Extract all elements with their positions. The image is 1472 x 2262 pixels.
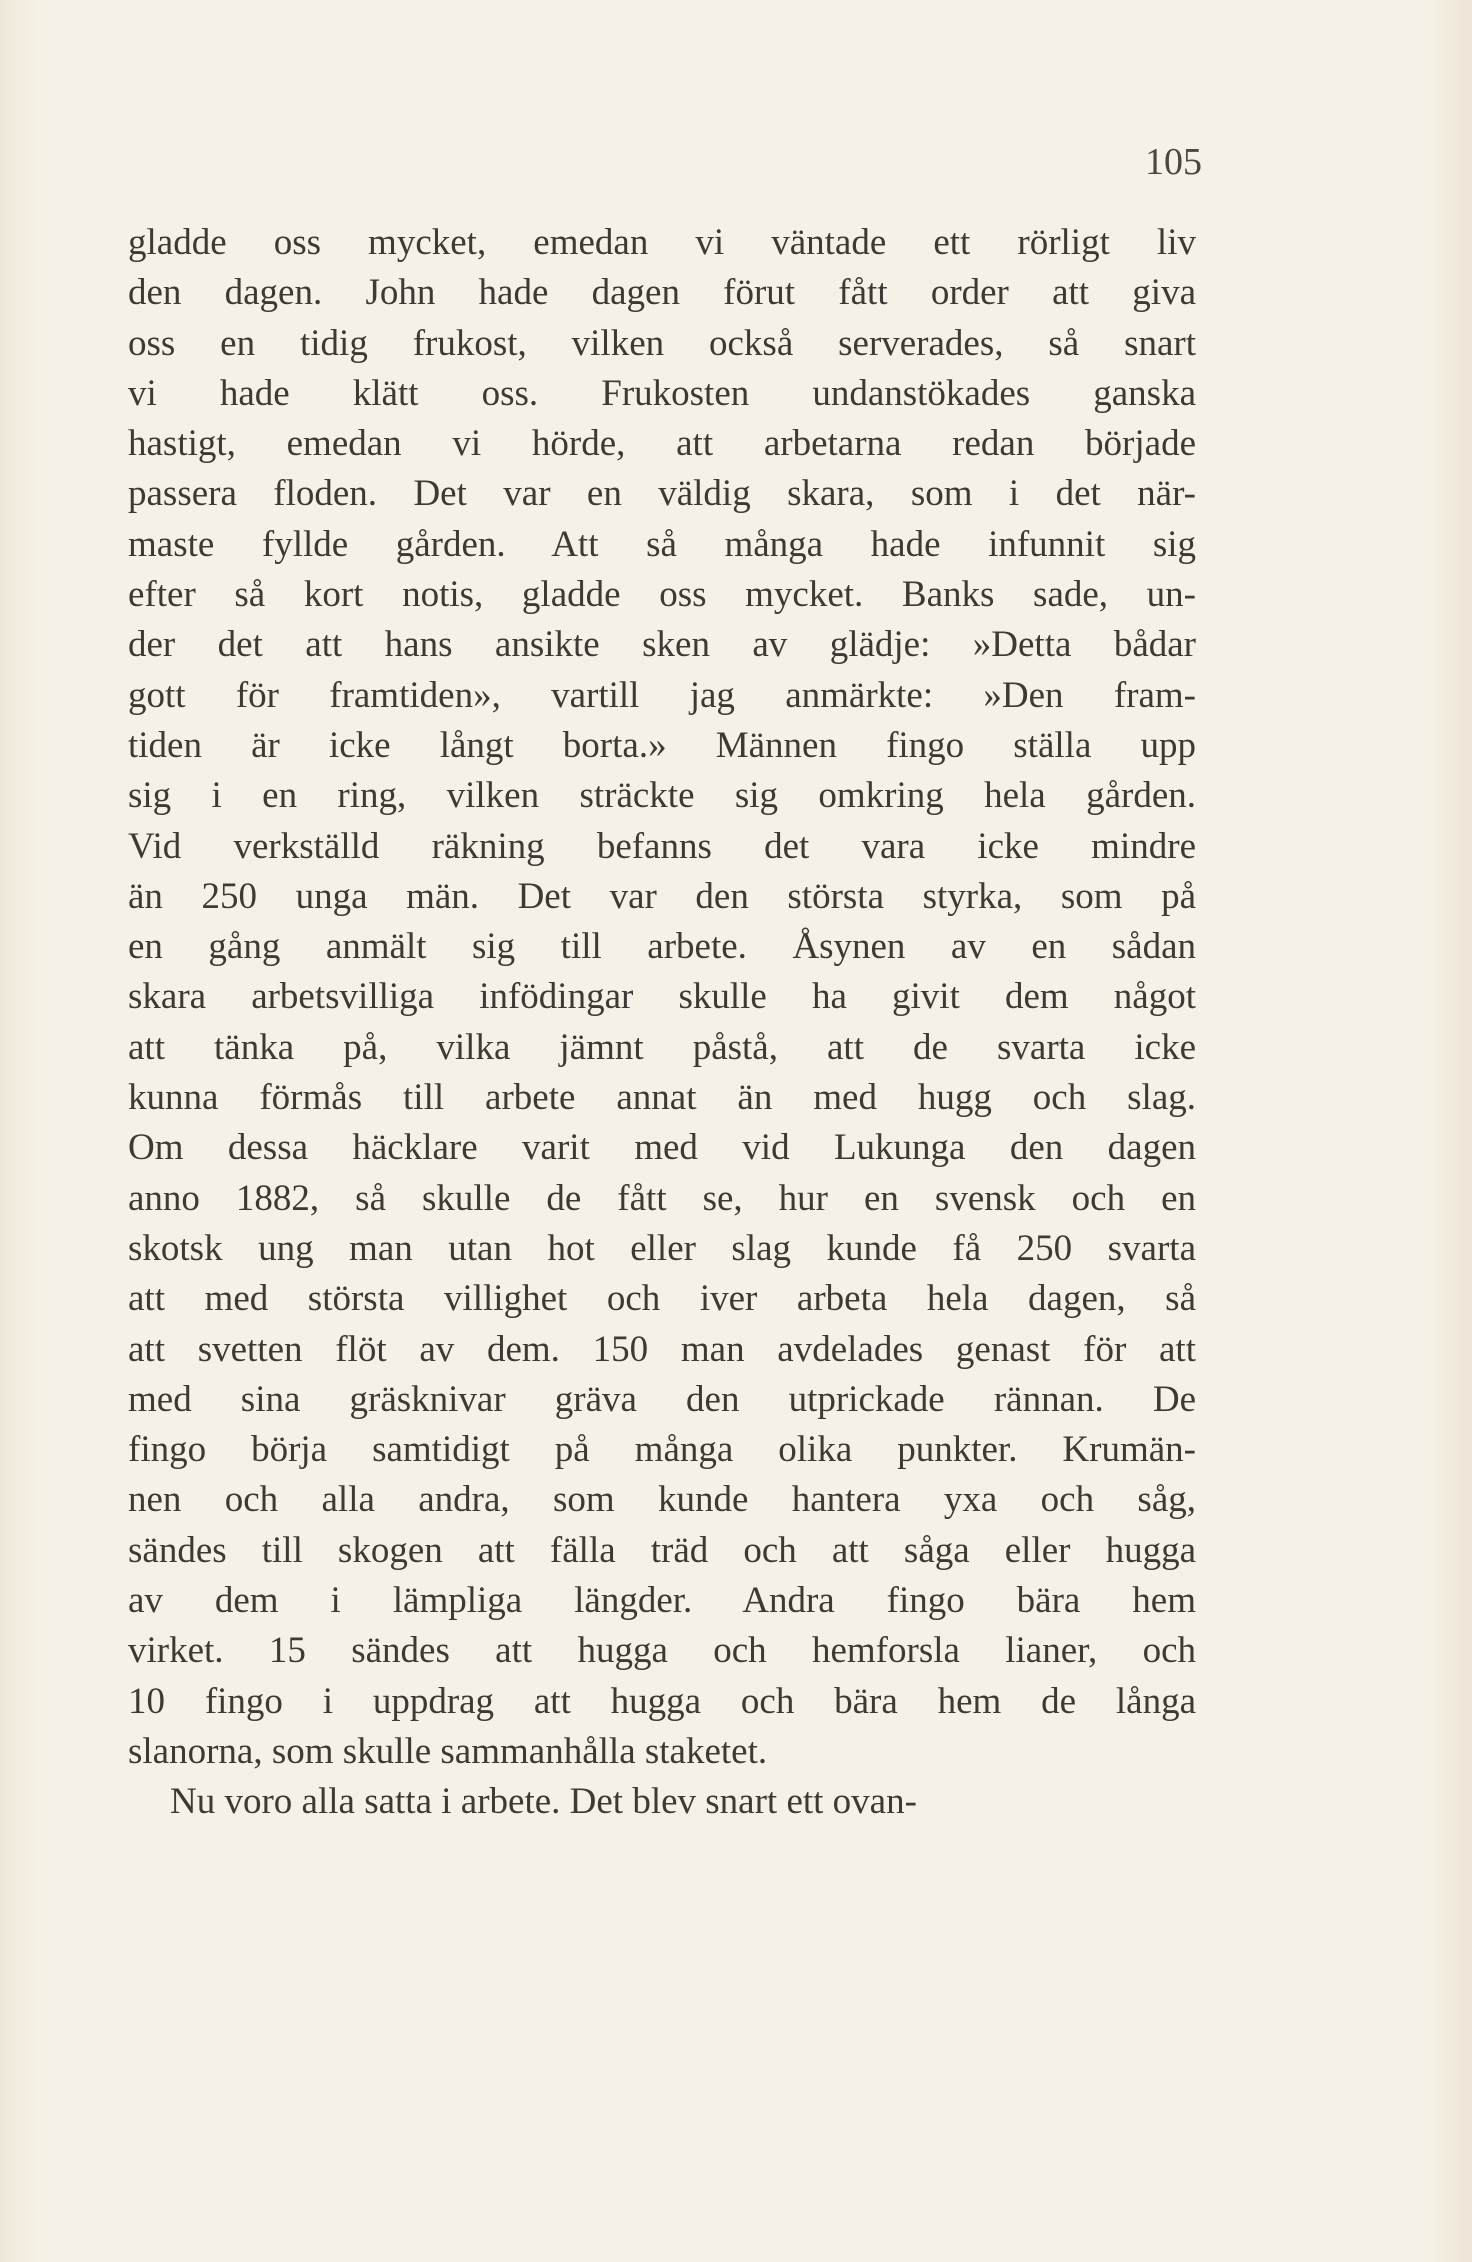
text-line: oss en tidig frukost, vilken också serverades, så snart <box>128 322 1196 364</box>
text-line: med sina gräsknivar gräva den utprickade rännan. De <box>128 1378 1196 1420</box>
text-line: virket. 15 sändes att hugga och hemforsla lianer, och <box>128 1630 1196 1672</box>
text-line: kunna förmås till arbete annat än med hugg och slag. <box>128 1077 1196 1119</box>
text-line: Om dessa häcklare varit med vid Lukunga den dagen <box>128 1127 1196 1169</box>
paragraph <box>128 1777 1196 1827</box>
text-line: 10 fingo i uppdrag att hugga och bära hem de långa <box>128 1680 1196 1722</box>
paragraph <box>128 218 1196 1777</box>
page-number: 105 <box>1145 141 1202 183</box>
text-line: nen och alla andra, som kunde hantera yxa och såg, <box>128 1479 1196 1521</box>
text-line: Nu voro alla satta i arbete. Det blev snart ett ovan- <box>170 1781 917 1823</box>
text-line: fingo börja samtidigt på många olika punkter. Krumän- <box>128 1429 1196 1471</box>
body-text <box>128 218 1196 1828</box>
text-line: sig i en ring, vilken sträckte sig omkring hela gården. <box>128 775 1196 817</box>
text-line: skara arbetsvilliga infödingar skulle ha givit dem något <box>128 976 1196 1018</box>
text-line: att med största villighet och iver arbeta hela dagen, så <box>128 1278 1196 1320</box>
text-line: att svetten flöt av dem. 150 man avdelades genast för att <box>128 1328 1196 1370</box>
text-line: sändes till skogen att fälla träd och att såga eller hugga <box>128 1529 1196 1571</box>
text-line: Vid verkställd räkning befanns det vara icke mindre <box>128 825 1196 867</box>
text-line: efter så kort notis, gladde oss mycket. Banks sade, un- <box>128 574 1196 616</box>
text-line: der det att hans ansikte sken av glädje: »Detta bådar <box>128 624 1196 666</box>
text-line: än 250 unga män. Det var den största styrka, som på <box>128 875 1196 917</box>
text-line: vi hade klätt oss. Frukosten undanstökades ganska <box>128 372 1196 414</box>
text-line: av dem i lämpliga längder. Andra fingo bära hem <box>128 1580 1196 1622</box>
text-line: passera floden. Det var en väldig skara, som i det när- <box>128 473 1196 515</box>
text-line: den dagen. John hade dagen förut fått order att giva <box>128 272 1196 314</box>
text-line: gott för framtiden», vartill jag anmärkte: »Den fram- <box>128 674 1196 716</box>
text-line: slanorna, som skulle sammanhålla staketet. <box>128 1730 768 1772</box>
text-line: gladde oss mycket, emedan vi väntade ett rörligt liv <box>128 222 1196 263</box>
text-line: hastigt, emedan vi hörde, att arbetarna redan började <box>128 423 1196 465</box>
text-line: maste fyllde gården. Att så många hade infunnit sig <box>128 523 1196 565</box>
text-line: anno 1882, så skulle de fått se, hur en svensk och en <box>128 1177 1196 1219</box>
text-line: att tänka på, vilka jämnt påstå, att de svarta icke <box>128 1026 1196 1068</box>
text-line: en gång anmält sig till arbete. Åsynen av en sådan <box>128 926 1196 968</box>
text-line: tiden är icke långt borta.» Männen fingo ställa upp <box>128 724 1196 766</box>
text-line: skotsk ung man utan hot eller slag kunde få 250 svarta <box>128 1227 1196 1269</box>
